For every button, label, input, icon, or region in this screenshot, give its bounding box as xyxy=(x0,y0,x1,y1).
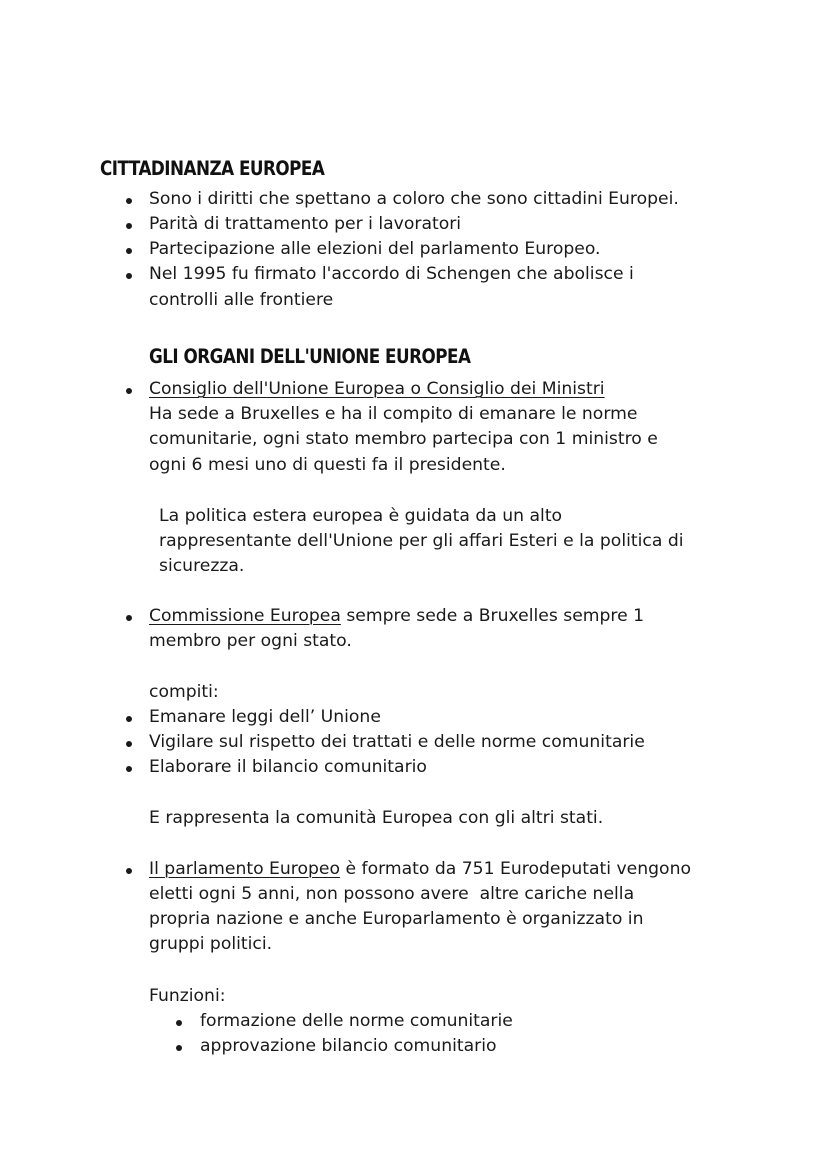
list-item: Emanare leggi dell’ Unione xyxy=(149,707,381,727)
funzioni-label: Funzioni: xyxy=(149,986,226,1006)
paragraph-line xyxy=(149,604,644,629)
paragraph-line xyxy=(149,857,691,882)
paragraph-line: membro per ogni stato. xyxy=(149,631,352,651)
paragraph-line: E rappresenta la comunità Europea con gli altri stati. xyxy=(149,808,604,828)
paragraph-line: ogni 6 mesi uno di questi fa il presidente. xyxy=(149,455,506,475)
list-item: Partecipazione alle elezioni del parlamento Europeo. xyxy=(149,239,601,259)
bullet xyxy=(176,1020,182,1026)
bullet xyxy=(126,766,132,772)
paragraph-line: eletti ogni 5 anni, non possono avere altre cariche nella xyxy=(149,884,635,904)
section-title-organi: GLI ORGANI DELL'UNIONE EUROPEA xyxy=(149,345,471,368)
commissione-text: sempre sede a Bruxelles sempre 1 xyxy=(340,606,645,626)
bullet xyxy=(126,741,132,747)
list-item: Parità di trattamento per i lavoratori xyxy=(149,214,462,234)
note-line: sicurezza. xyxy=(159,556,245,576)
bullet xyxy=(126,273,132,279)
bullet xyxy=(126,388,132,394)
paragraph-line: propria nazione e anche Europarlamento è organizzato in xyxy=(149,909,644,929)
bullet xyxy=(126,615,132,621)
list-item: approvazione bilancio comunitario xyxy=(200,1036,497,1056)
note-line: rappresentante dell'Unione per gli affari Esteri e la politica di xyxy=(159,531,684,551)
compiti-label: compiti: xyxy=(149,682,219,702)
bullet xyxy=(126,716,132,722)
link-commissione[interactable]: Commissione Europea xyxy=(149,606,341,626)
list-item: Elaborare il bilancio comunitario xyxy=(149,757,427,777)
bullet xyxy=(176,1045,182,1051)
bullet xyxy=(126,248,132,254)
paragraph-line: gruppi politici. xyxy=(149,934,273,954)
bullet xyxy=(126,198,132,204)
bullet xyxy=(126,868,132,874)
link-parlamento[interactable]: Il parlamento Europeo xyxy=(149,859,341,879)
note-line: La politica estera europea è guidata da un alto xyxy=(159,506,563,526)
list-item: Nel 1995 fu firmato l'accordo di Schengen che abolisce i xyxy=(149,264,634,284)
parlamento-text: è formato da 751 Eurodeputati vengono xyxy=(340,859,691,879)
link-consiglio[interactable]: Consiglio dell'Unione Europea o Consiglio dei Ministri xyxy=(149,379,605,399)
paragraph-line: comunitarie, ogni stato membro partecipa con 1 ministro e xyxy=(149,429,658,449)
paragraph-line: Ha sede a Bruxelles e ha il compito di emanare le norme xyxy=(149,404,638,424)
list-item-continuation: controlli alle frontiere xyxy=(149,290,334,310)
bullet xyxy=(126,223,132,229)
list-item: Vigilare sul rispetto dei trattati e delle norme comunitarie xyxy=(149,732,645,752)
section-title-cittadinanza: CITTADINANZA EUROPEA xyxy=(100,157,325,180)
list-item: formazione delle norme comunitarie xyxy=(200,1011,513,1031)
list-item: Sono i diritti che spettano a coloro che sono cittadini Europei. xyxy=(149,189,679,209)
